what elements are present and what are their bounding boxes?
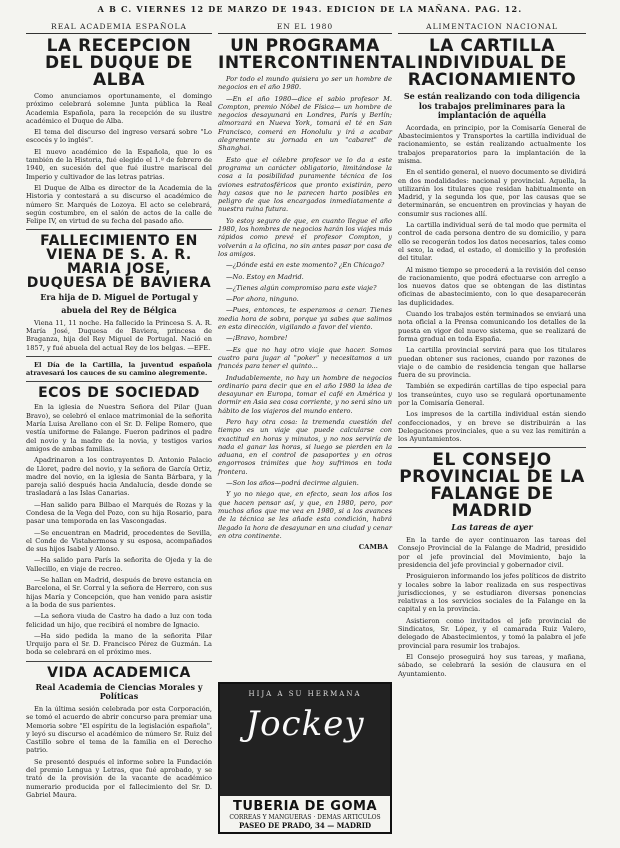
headline-cartilla: LA CARTILLA INDIVIDUAL DE RACIONAMIENTO [407,36,577,90]
paragraph: Prosiguieron informando los jefes políticos de distrito y locales sobre la labor realizada en sus respectivas jurisdicciones, y se estudiaron diversas ponencias relativas a los servicios sociales de la Falange en la capital y en la provincia. [398,572,586,614]
paragraph: Al mismo tiempo se procederá a la revisión del censo de racionamiento, que podrá efectuarse con arreglo a los nuevos datos que se obtengan de las distintas oficinas de abastecimiento, con lo que desaparecerán las duplicidades. [398,265,586,307]
headline-fallecimiento: FALLECIMIENTO EN VIENA DE S. A. R. MARIA JOSE, DUQUESA DE BAVIERA [26,233,212,292]
running-head: A B C. VIERNES 12 DE MARZO DE 1943. EDICION DE LA MAÑANA. PAG. 12. [97,4,523,14]
paragraph: —¿Dónde está en este momento? ¿En Chicago? [226,261,385,270]
divider [26,381,212,382]
advertisement [218,682,392,834]
paragraph: —Han salido para Bilbao el Marqués de Rozas y la Condesa de la Vega del Pozo, con su hija Rosario, para pasar una temporada en las Vascongadas. [26,500,212,526]
paragraph: —Pues, entonces, te esperamos a cenar. Tienes media hora de sobra, porque ya sabes que salimos en esta dirección, vigilando a favor del viento. [218,306,392,332]
subheadline: Se están realizando con toda diligencia los trabajos preliminares para la implantación de aquélla [403,91,581,121]
paragraph: Acordada, en principio, por la Comisaría General de Abastecimientos y Transportes la cartilla individual de racionamiento, se están realizando actualmente los trabajos preparatorios para la implantación de la misma. [398,123,586,165]
subheadline: Real Academia de Ciencias Morales y Políticas [35,681,203,702]
paragraph: —La señora viuda de Castro ha dado a luz con toda felicidad un hijo, que recibirá el nombre de Ignacio. [26,612,212,629]
paragraph: En la última sesión celebrada por esta Corporación, se tomó el acuerdo de abrir concurso para premiar una Memoria sobre "El espíritu de la legislación española", y leyó su discurso el académico de número Sr. Ruiz del Castillo sobre el tema de la familia en el Derecho patrio. [26,704,212,755]
headline-vida-academica: VIDA ACADEMICA [47,664,191,681]
paragraph: Cuando los trabajos estén terminados se enviará una nota oficial a la Prensa comunicando los detalles de la puesta en vigor del nuevo sistema, que se realizará de forma gradual en toda España. [398,310,586,343]
paragraph: —Son los años—podrá decirme alguien. [226,479,359,488]
paragraph: Y yo no niego que, en efecto, sean los años los que hacen pensar así, y que, en 1980, pero, por muchos años que me vea en 1980, si a los avances de la técnica se les añade esta condición, habrá llegado la hora de desayunar en una ciudad y cenar en otra continente. [218,490,392,540]
column-right [398,22,586,840]
paragraph: En el sentido general, el nuevo documento se dividirá en dos modalidades: nacional y provincial. Aquella, la utilizarán los titulares que residan habitualmente en Madrid, y la segunda los que, por las causas que se determinarán, se encuentren en provincias y hayan de consumir sus raciones allí. [398,168,586,218]
paragraph: La cartilla provincial servirá para que los titulares puedan obtener sus raciones, cuando por razones de viaje o de cambio de residencia tengan que hallarse fuera de su provincia. [398,346,586,380]
paragraph: Pero hay otra cosa: la tremenda cuestión del tiempo es un viaje que puede calcularse con exactitud en horas y minutos, y no nos serviría de nada el ganar las horas, si luego se pierden en la aduana, en el control de pasaportes y en otros engorrosos trámites que hoy sufrimos en toda frontera. [218,417,392,476]
paragraph: Por todo el mundo quisiera yo ser un hombre de negocios en el año 1980. [218,75,392,92]
paragraph: —Se hallan en Madrid, después de breve estancia en Barcelona, el Sr. Corral y la señora de Herrero, con sus hijas María y Concepción, que han venido para asistir a la boda de sus parientes. [26,576,212,609]
headline-programa: UN PROGRAMA INTERCONTINENTAL [218,36,417,73]
paragraph: La cartilla individual será de tal modo que permita el control de cada persona dentro de su domicilio, y para ello se recogerán todos los datos necesarios, tales como el sexo, la edad, el estado, el domicilio y la profesión del titular. [398,221,586,263]
ad-topline: HIJA A SU HERMANA [248,690,362,698]
paragraph: Los impresos de la cartilla individual están siendo confeccionados, y en breve se distribuirán a las Delegaciones provinciales, que a su vez las remitirán a los Ayuntamientos. [398,410,586,444]
section-label: EN EL 1980 [218,22,392,34]
headline-ecos: ECOS DE SOCIEDAD [38,385,200,402]
paragraph: El Consejo proseguirá hoy sus tareas, y mañana, sábado, se celebrará la sesión de clausura en el Ayuntamiento. [398,652,586,678]
headline-consejo: EL CONSEJO PROVINCIAL DE LA FALANGE DE MADRID [399,450,585,522]
paragraph: —Se encuentran en Madrid, procedentes de Sevilla, el Conde de Vistahermosa y su esposa, acompañados de sus hijos Isabel y Alonso. [26,528,212,554]
paragraph: Se presentó después el informe sobre la Fundación del premio Lengua y Letras, que fué aprobado, y se trató de la provisión de la vacante de académico numerario producida por el fallecimiento del Sr. D. Gabriel Maura. [26,757,212,799]
paragraph: En la tarde de ayer continuaron las tareas del Consejo Provincial de la Falange de Madrid, presidido por el jefe provincial del Movimiento, bajo la presidencia del jefe provincial y gobernador civil. [398,536,586,569]
subheadline: Las tareas de ayer [451,522,533,533]
column-left [26,22,212,840]
paragraph: Asistieron como invitados el jefe provincial de Sindicatos, Sr. López, y el camarada Ruiz Valero, delegado de Abastecimientos, y tomó la palabra el jefe provincial para resumir los trabajos. [398,616,586,650]
ad-subtitle: CORREAS Y MANGUERAS · DEMAS ARTICULOS [229,814,381,821]
subheadline: abuela del Rey de Bélgica [61,305,177,316]
paragraph: Viena 11, 11 noche. Ha fallecido la Princesa S. A. R. María José, Duquesa de Baviera, princesa de Braganza, hija del Rey Miguel de Portugal. Nació en 1857, y fué abuela del actual Rey de los belgas. —EFE. [26,318,212,352]
paragraph: —Ha sido pedida la mano de la señorita Pilar Urquijo para el Sr. D. Francisco Pérez de Guzmán. La boda se celebrará en el próximo mes. [26,631,212,657]
paragraph: Apadrinaron a los contrayentes D. Antonio Palacio de Lloret, padre del novio, y la señora de García Ortiz, madre del novio, en la iglesia de Santa Bárbara, y la pareja salió después hacia Andalucía, desde donde se trasladará a las Islas Canarias. [26,456,212,498]
divider [26,229,212,230]
divider [398,447,586,448]
section-label: REAL ACADEMIA ESPAÑOLA [26,22,212,34]
paragraph: —En el año 1980—dice el sabio profesor M. Compton, premio Nóbel de Física— un hombre de negocios desayunará en Londres, París y Berlín; almorzará en Nueva York, tomará el té en San Francisco, comerá en Honolulu y irá a acabar alegremente su jornada en un "cabaret" de Shanghai. [218,94,392,153]
ad-brand: Jockey [245,704,365,744]
ad-footer [220,796,390,832]
paragraph: —Por ahora, ninguno. [226,295,299,304]
paragraph: En la iglesia de Nuestra Señora del Pilar (Juan Bravo), se celebró el enlace matrimonial de la señorita María Luisa Arellano con el Sr. D. Felipe Romero, que vestía uniforme de Falange. Fueron padrinos el padre del novio y la madre de la novia, y testigos varios amigos de ambas familias. [26,403,212,453]
ad-address: PASEO DE PRADO, 34 — MADRID [238,821,372,830]
section-label: ALIMENTACION NACIONAL [398,22,586,34]
paragraph: Yo estoy seguro de que, en cuanto llegue el año 1980, los hombres de negocios harán los viajes más rápidos como prevé el profesor Compton, y volverán a la oficina, no sin antes pasar por casa de los amigos. [218,216,392,258]
paragraph: El tema del discurso del ingreso versará sobre "Lo escocés y lo inglés". [26,128,212,145]
paragraph: Indudablemente, no hay un hombre de negocios ordinario para decir que en el año 1980 la idea de desayunar en Europa, tomar el café en América y dormir en Asia sea cosa corriente, y no será sino un hábito de los viajeros del mundo entero. [218,373,392,415]
paragraph: —Ha salido para París la señorita de Ojeda y la de Vallecillo, en viaje de recreo. [26,556,212,573]
paragraph: Como anunciamos oportunamente, el domingo próximo celebrará solemne Junta pública la Real Academia Española, para la recepción de su ilustre académico el Duque de Alba. [26,92,212,125]
paragraph: —Es que no hay otro viaje que hacer. Somos cuatro para jugar al "poker" y necesitamos a un francés para tener el quinto... [218,345,392,371]
paragraph: Esto que el célebre profesor ve lo da a este programa un carácter obligatorio, limitándose la cosa a la posibilidad puramente técnica de los aviones estratosféricos que pronto existirán, pero hay casos que no le parecen harto posibles en peligro de que los encargados inmediatamente a nuestra ruina futura. [218,155,392,214]
paragraph: El Duque de Alba es director de la Academia de la Historia y contestará a su discurso el académico de número Sr. Marqués de Lozoya. El acto se celebrará, según costumbre, en el salón de actos de la calle de Felipe IV, en virtud de su fecha del pasado año. [26,183,212,226]
subheadline: Era hija de D. Miguel de Portugal y [40,292,198,303]
ad-title: TUBERIA DE GOMA [232,799,378,814]
paragraph: También se expedirán cartillas de tipo especial para los transeúntes, cuyo uso se regulará oportunamente por la Comisaría General. [398,382,586,407]
paragraph: —¡Bravo, hombre! [226,334,288,343]
column-middle [218,22,417,678]
paragraph: El nuevo académico de la Española, que lo es también de la Historia, fué elegido el 1.º de febrero de 1940, en sucesión del que fué ilustre mariscal del Imperio y cultivador de las letras patrias. [26,147,212,181]
paragraph: —¿Tienes algún compromiso para este viaje? [226,283,377,292]
note: El Día de la Cartilla, la juventud española atravesará los cauces de su camino alegremente. [26,360,212,378]
divider [26,356,212,357]
paragraph: —No. Estoy en Madrid. [226,272,304,281]
headline-recepcion: LA RECEPCION DEL DUQUE DE ALBA [45,36,193,90]
author-signature: CAMBA [358,543,388,552]
divider [26,661,212,662]
